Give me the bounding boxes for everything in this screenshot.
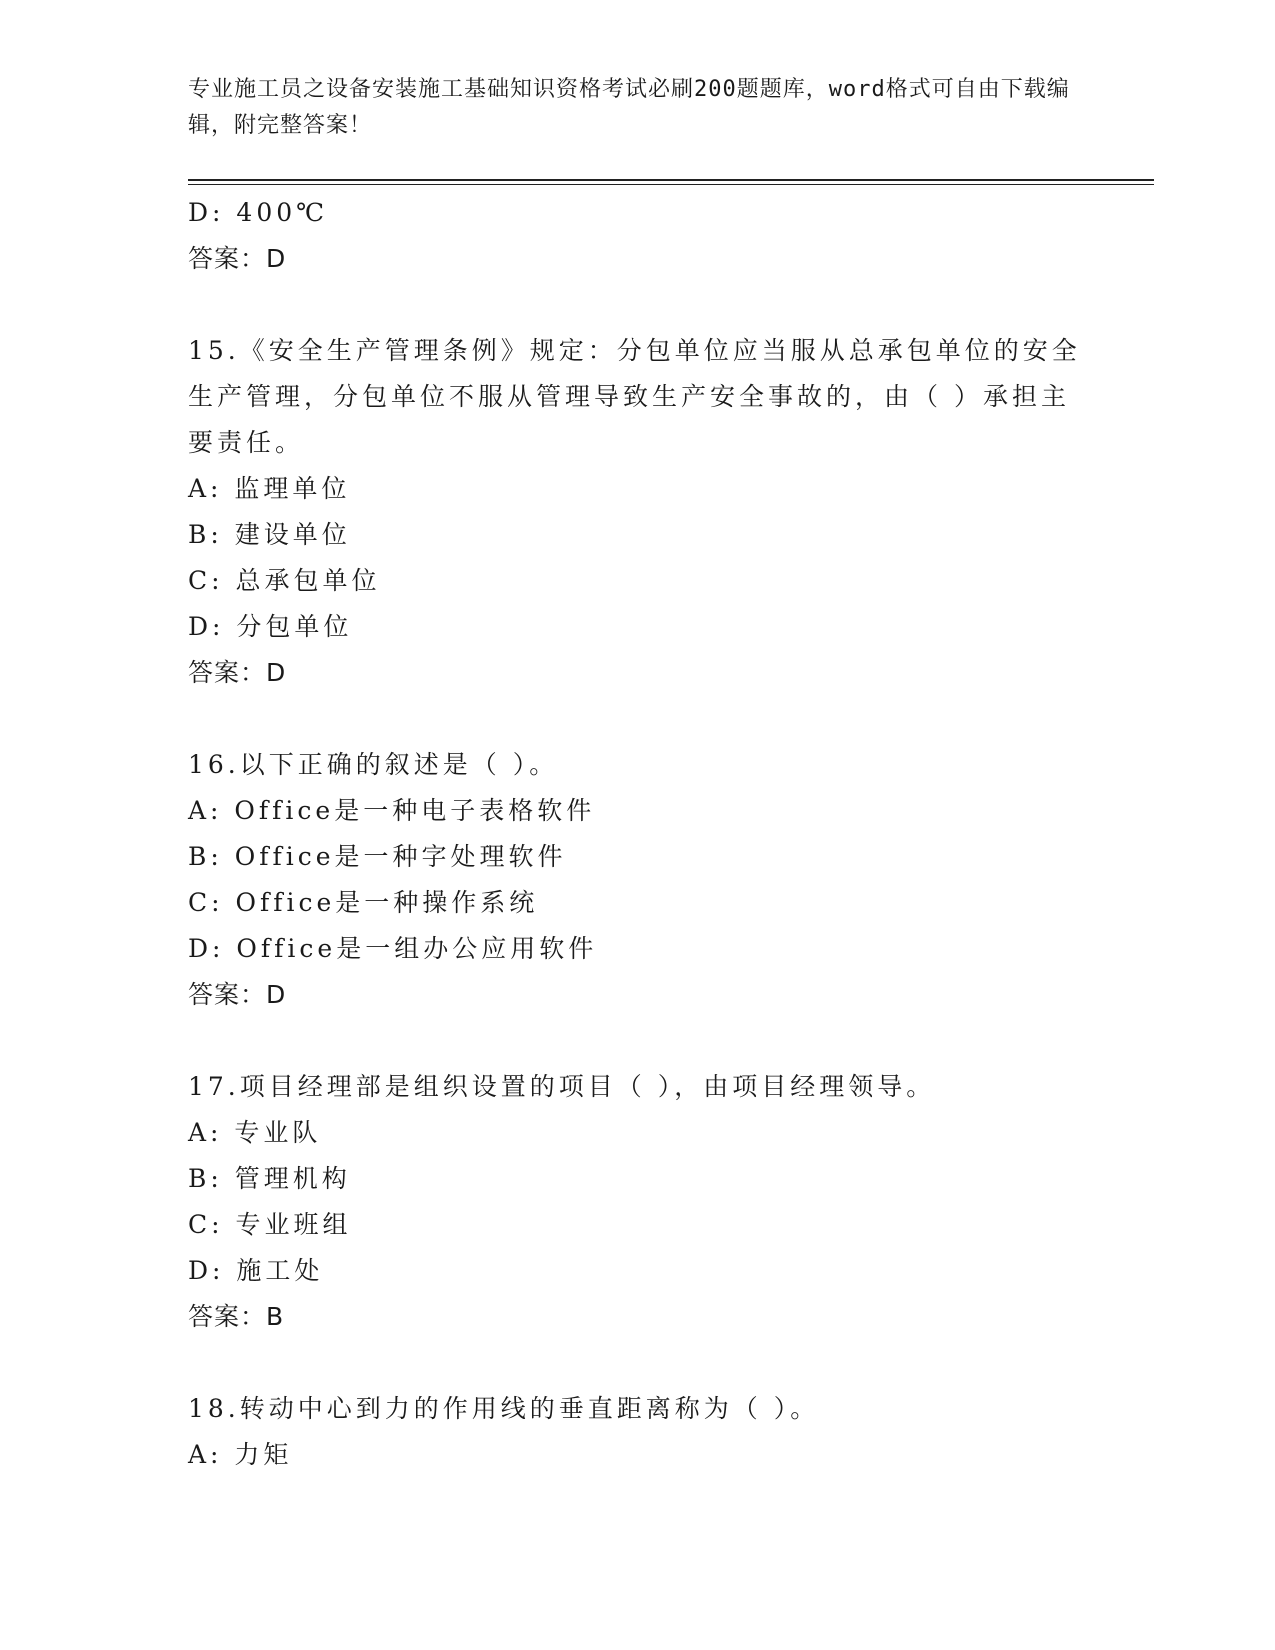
option-a: A: 监理单位 bbox=[188, 474, 351, 503]
question-block bbox=[188, 1064, 1088, 1340]
document-header: 专业施工员之设备安装施工基础知识资格考试必刷200题题库，word格式可自由下载编辑，附完整答案！ bbox=[188, 77, 1070, 138]
option-a: A: 专业队 bbox=[188, 1118, 322, 1147]
header-rule-thick bbox=[188, 179, 1154, 181]
option-b: B: Office是一种字处理软件 bbox=[188, 842, 567, 871]
question-text: 16.以下正确的叙述是（ ）。 bbox=[188, 750, 559, 779]
answer-line: 答案：D bbox=[188, 980, 287, 1009]
answer-line: 答案：D bbox=[188, 658, 287, 687]
option-d: D: 400℃ bbox=[188, 198, 329, 227]
document-body bbox=[188, 190, 1088, 1478]
option-d: D: 施工处 bbox=[188, 1256, 324, 1285]
option-c: C: 总承包单位 bbox=[188, 566, 381, 595]
option-c: C: Office是一种操作系统 bbox=[188, 888, 539, 917]
option-d: D: Office是一组办公应用软件 bbox=[188, 934, 598, 963]
option-a: A: 力矩 bbox=[188, 1440, 293, 1469]
question-block bbox=[188, 1386, 1088, 1478]
question-block bbox=[188, 328, 1088, 696]
question-text: 18.转动中心到力的作用线的垂直距离称为（ ）。 bbox=[188, 1394, 820, 1423]
header-rule-thin bbox=[188, 184, 1154, 185]
option-c: C: 专业班组 bbox=[188, 1210, 352, 1239]
option-b: B: 建设单位 bbox=[188, 520, 351, 549]
answer-line: 答案：B bbox=[188, 1302, 285, 1331]
question-block bbox=[188, 742, 1088, 1018]
option-a: A: Office是一种电子表格软件 bbox=[188, 796, 596, 825]
option-b: B: 管理机构 bbox=[188, 1164, 351, 1193]
question-text: 15.《安全生产管理条例》规定：分包单位应当服从总承包单位的安全生产管理，分包单位不服从管理导致生产安全事故的，由（ ）承担主要责任。 bbox=[188, 336, 1081, 457]
answer-line: 答案：D bbox=[188, 244, 287, 273]
option-d: D: 分包单位 bbox=[188, 612, 353, 641]
question-text: 17.项目经理部是组织设置的项目（ ），由项目经理领导。 bbox=[188, 1072, 936, 1101]
